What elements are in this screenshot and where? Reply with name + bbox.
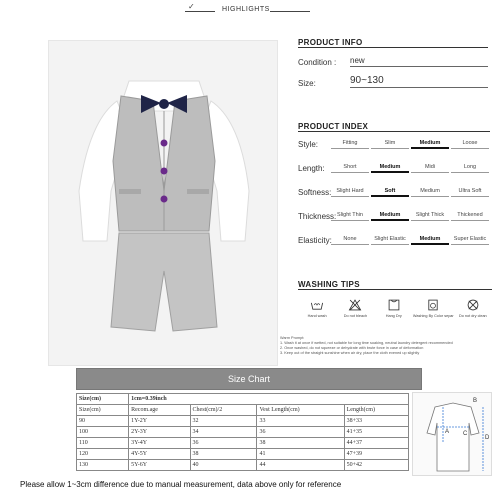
table-cell: 44+37 (344, 438, 408, 449)
table-cell: Size(cm) (77, 394, 129, 405)
care-label: Washing By Color separ (412, 314, 454, 318)
care-item (375, 298, 413, 318)
index-row (298, 156, 490, 180)
index-option: Slim (371, 140, 409, 149)
index-option: Soft (371, 188, 409, 197)
diagram-label-c: C (463, 431, 468, 437)
diagram-label-d: D (485, 435, 490, 441)
care-label: Do not bleach (343, 314, 368, 318)
product-index (298, 122, 490, 252)
warm-prompt (280, 336, 494, 357)
table-cell: 120 (77, 449, 129, 460)
diagram-label-b: B (473, 398, 478, 404)
care-label: Hang Dry (385, 314, 402, 318)
index-options (330, 140, 490, 149)
table-cell: Size(cm) (77, 405, 129, 416)
size-value: 90~130 (350, 75, 488, 88)
table-cell: Length(cm) (344, 405, 408, 416)
index-options (330, 164, 490, 173)
table-cell: 40 (190, 460, 257, 471)
highlights-title: HIGHLIGHTS (222, 6, 270, 13)
table-row (77, 405, 409, 416)
care-item (454, 298, 492, 318)
index-option: Loose (451, 140, 489, 149)
table-cell: 36 (190, 438, 257, 449)
table-cell: Recom.age (129, 405, 190, 416)
index-option: Slight Thin (331, 212, 369, 221)
index-row-label: Elasticity: (298, 235, 332, 245)
hang-dry-icon (387, 298, 401, 312)
index-option: Long (451, 164, 489, 173)
index-options (330, 188, 490, 197)
measurement-note: Please allow 1~3cm difference due to manual measurement, data above only for reference (20, 480, 342, 489)
table-row (77, 460, 409, 471)
care-item (413, 298, 454, 318)
table-header-row (77, 394, 409, 405)
table-row (77, 416, 409, 427)
index-row (298, 204, 490, 228)
size-label: Size: (298, 79, 316, 88)
table-cell: 110 (77, 438, 129, 449)
table-cell: 34 (190, 427, 257, 438)
garment-diagram (413, 393, 493, 477)
no-bleach-icon (348, 298, 362, 312)
condition-value: new (350, 56, 488, 67)
header-rule-right (270, 11, 310, 12)
index-option: Short (331, 164, 369, 173)
index-option: Medium (371, 164, 409, 173)
condition-label: Condition : (298, 58, 337, 67)
table-row (77, 438, 409, 449)
index-options (330, 212, 490, 221)
measurement-diagram (412, 392, 492, 476)
outfit-illustration (49, 41, 279, 367)
table-cell: 32 (190, 416, 257, 427)
table-cell: 3Y-4Y (129, 438, 190, 449)
care-item (336, 298, 374, 318)
table-cell: 33 (257, 416, 344, 427)
index-row-label: Thickness: (298, 211, 337, 221)
unit-conversion: 1cm=0.39inch (129, 394, 409, 405)
header-rule-left (185, 11, 215, 12)
index-option: Fitting (331, 140, 369, 149)
index-row-label: Softness: (298, 187, 332, 197)
product-info-title: PRODUCT INFO (298, 38, 363, 47)
warm-prompt-line: 3. Keep out of the straight sunshine when air dry, place the cloth evened up slightly (280, 351, 420, 356)
index-option: Medium (411, 188, 449, 197)
table-cell: 47+39 (344, 449, 408, 460)
table-cell: 5Y-6Y (129, 460, 190, 471)
table-cell: 38 (190, 449, 257, 460)
wash-by-color-icon (426, 298, 440, 312)
index-option: Medium (411, 140, 449, 149)
table-cell: 4Y-5Y (129, 449, 190, 460)
index-option: Ultra Soft (451, 188, 489, 197)
table-cell: Vest Length(cm) (257, 405, 344, 416)
table-row (77, 449, 409, 460)
index-row (298, 132, 490, 156)
index-option: Medium (371, 212, 409, 221)
index-row-label: Style: (298, 139, 319, 149)
index-option: None (331, 236, 369, 245)
product-index-title: PRODUCT INDEX (298, 122, 369, 131)
care-item (298, 298, 336, 318)
divider (298, 289, 492, 290)
washing-tips (298, 280, 492, 318)
index-option: Slight Hard (331, 188, 369, 197)
no-dry-clean-icon (466, 298, 480, 312)
size-table (76, 393, 409, 471)
table-cell: 50+42 (344, 460, 408, 471)
table-cell: 38 (257, 438, 344, 449)
table-cell: Chest(cm)/2 (190, 405, 257, 416)
divider (298, 47, 488, 48)
product-photo (48, 40, 278, 366)
index-option: Slight Thick (411, 212, 449, 221)
table-cell: 1Y-2Y (129, 416, 190, 427)
table-cell: 100 (77, 427, 129, 438)
index-row (298, 180, 490, 204)
index-row (298, 228, 490, 252)
highlights-header (0, 0, 500, 24)
table-cell: 41 (257, 449, 344, 460)
table-cell: 2Y-3Y (129, 427, 190, 438)
table-cell: 44 (257, 460, 344, 471)
warm-prompt-title: Warm Prompt: (280, 336, 305, 340)
table-cell: 38+33 (344, 416, 408, 427)
table-row (77, 427, 409, 438)
product-info (298, 38, 488, 88)
table-cell: 130 (77, 460, 129, 471)
check-mark-icon: ✓ (188, 2, 195, 11)
condition-row (298, 56, 488, 67)
washing-tips-title: WASHING TIPS (298, 280, 360, 289)
table-cell: 41+35 (344, 427, 408, 438)
table-cell: 36 (257, 427, 344, 438)
index-option: Medium (411, 236, 449, 245)
index-option: Slight Elastic (371, 236, 409, 245)
warm-prompt-line: 2. Once washed, do not squeeze or dehydrate with brute force in case of deformation (280, 346, 424, 351)
table-cell: 90 (77, 416, 129, 427)
care-label: Hand wash (307, 314, 327, 318)
hand-wash-icon (310, 298, 324, 312)
index-options (330, 236, 490, 245)
index-rows (298, 132, 490, 252)
size-row (298, 75, 488, 88)
index-option: Midi (411, 164, 449, 173)
care-label: Do not dry clean (459, 314, 487, 318)
care-icons (298, 298, 492, 318)
warm-prompt-line: 1. Wash it at once if wetted, not suitable for long time soaking, neutral laundry detergent recommended (280, 341, 453, 346)
index-option: Super Elastic (451, 236, 489, 245)
diagram-label-a: A (445, 429, 450, 435)
size-chart-title: Size Chart (76, 368, 422, 390)
index-row-label: Length: (298, 163, 325, 173)
index-option: Thickened (451, 212, 489, 221)
